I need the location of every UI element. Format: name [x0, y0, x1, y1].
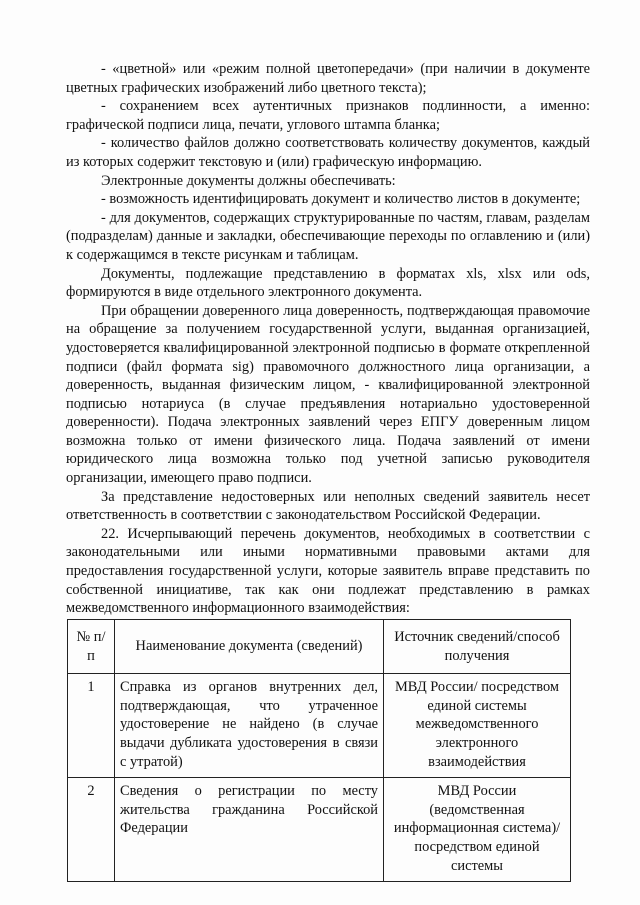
documents-table	[67, 619, 571, 882]
row-num: 2	[68, 778, 115, 882]
paragraph-electronic-docs: Электронные документы должны обеспечивать:	[101, 172, 396, 189]
row-source: МВД России (ведомственная информационная система)/ посредством единой системы	[384, 778, 571, 882]
paragraph-section-22: 22. Исчерпывающий перечень документов, необходимых в соответствии с законодательными или иными нормативными правовыми актами для предоставления государственной услуги, которые заявитель вправе представить по собственной инициативе, так как они подлежат представлению в рамках межведомственного информационного взаимодействия:	[66, 525, 590, 617]
header-name: Наименование документа (сведений)	[115, 620, 384, 674]
row-name: Справка из органов внутренних дел, подтверждающая, что утраченное удостоверение не найдено (в случае выдачи дубликата удостоверения в связи с утратой)	[115, 674, 384, 778]
paragraph-file-count: - количество файлов должно соответствовать количеству документов, каждый из которых содержит текстовую и (или) графическую информацию.	[66, 135, 590, 170]
table-row	[68, 778, 571, 882]
paragraph-structured: - для документов, содержащих структурированные по частям, главам, разделам (подразделам) данные и закладки, обеспечивающие переходы по оглавлению и (или) к содержащимся в тексте рисункам и таблицам.	[66, 209, 590, 263]
paragraph-liability: За представление недостоверных или неполных сведений заявитель несет ответственность в соответствии с законодательством Российской Федерации.	[66, 488, 590, 524]
row-name: Сведения о регистрации по месту жительства гражданина Российской Федерации	[115, 778, 384, 882]
header-source: Источник сведений/способ получения	[384, 620, 571, 674]
paragraph-proxy: При обращении доверенного лица доверенность, подтверждающая правомочие на обращение за получением государственной услуги, выданная организацией, удостоверяется квалифицированной электронной подписью в формате открепленной подписи (файл формата sig) правомочного должностного лица организации, а доверенность, выданная физическим лицом, - квалифицированной электронной подписью нотариуса (в случае предъявления нотариально удостоверенной доверенности). Подача электронных заявлений через ЕПГУ доверенным лицом возможна только от имени физического лица. Подача заявлений от имени юридического лица возможна только под учетной записью руководителя организации, имеющего право подписи.	[66, 302, 590, 487]
paragraph-color-mode: - «цветной» или «режим полной цветопередачи» (при наличии в документе цветных графических изображений либо цветного текста);	[66, 61, 590, 96]
row-num: 1	[68, 674, 115, 778]
document-body	[66, 60, 590, 618]
paragraph-identify: - возможность идентифицировать документ и количество листов в документе;	[101, 191, 581, 208]
table-header-row	[68, 620, 571, 674]
header-num: № п/п	[68, 620, 115, 674]
paragraph-authenticity: - сохранением всех аутентичных признаков подлинности, а именно: графической подписи лица, печати, углового штампа бланка;	[66, 98, 590, 133]
paragraph-formats: Документы, подлежащие представлению в форматах xls, xlsx или ods, формируются в виде отдельного электронного документа.	[66, 265, 590, 301]
row-source: МВД России/ посредством единой системы межведомственного электронного взаимодействия	[384, 674, 571, 778]
table-row	[68, 674, 571, 778]
